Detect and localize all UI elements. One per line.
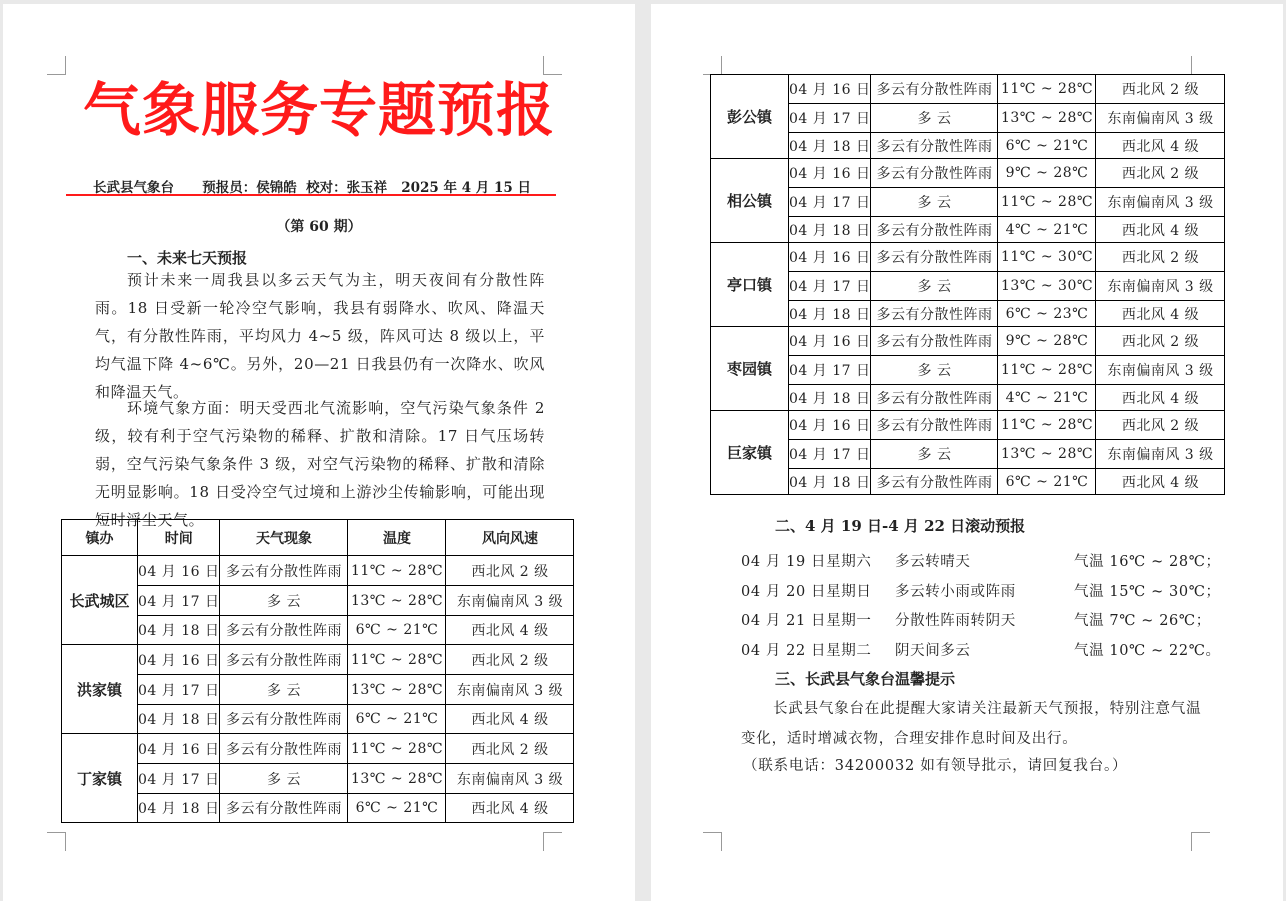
forecast-paragraph: 预计未来一周我县以多云天气为主，明天夜间有分散性阵雨。18 日受新一轮冷空气影响，我县有弱降水、吹风、降温天气，有分散性阵雨，平均风力 4~5 级，阵风可达 8 级以上，平均气温下降 4~6℃。另外，20—21 日我县仍有一次降水、吹风和降温天气。 — [95, 271, 545, 401]
table-row — [62, 794, 574, 823]
weather-cell: 多 云 — [871, 272, 998, 301]
table-row — [62, 556, 574, 586]
temperature-cell: 11℃ ~ 28℃ — [348, 734, 446, 764]
temperature-cell: 11℃ ~ 28℃ — [998, 75, 1096, 104]
weather-cell: 多云有分散性阵雨 — [871, 133, 998, 159]
contact-line: （联系电话：34200032 如有领导批示，请回复我台。） — [743, 758, 1128, 774]
temperature-cell: 9℃ ~ 28℃ — [998, 159, 1096, 188]
wind-cell: 东南偏南风 3 级 — [1096, 188, 1225, 217]
temperature-cell: 4℃ ~ 21℃ — [998, 385, 1096, 411]
station-name: 长武县气象台 — [93, 180, 174, 196]
date-cell: 04 月 17 日 — [138, 586, 220, 616]
checker: 校对：张玉祥 — [306, 180, 388, 196]
table-row — [711, 327, 1225, 356]
date-cell: 04 月 16 日 — [138, 734, 220, 764]
temperature-cell: 6℃ ~ 21℃ — [348, 794, 446, 823]
rolling-weather: 阴天间多云 — [895, 642, 971, 659]
wind-cell: 西北风 4 级 — [446, 705, 574, 734]
weather-cell: 多云有分散性阵雨 — [871, 75, 998, 104]
town-name-cell: 彭公镇 — [711, 75, 789, 159]
table-row — [62, 764, 574, 794]
rolling-temp: 气温 16℃ ~ 28℃； — [1074, 554, 1221, 570]
temperature-cell: 13℃ ~ 28℃ — [998, 104, 1096, 133]
date-cell: 04 月 16 日 — [789, 159, 871, 188]
section-heading-3: 三、长武县气象台温馨提示 — [775, 670, 956, 688]
red-divider — [66, 194, 556, 196]
wind-cell: 东南偏南风 3 级 — [1096, 272, 1225, 301]
column-header: 时间 — [138, 520, 220, 556]
environment-paragraph: 环境气象方面：明天受西北气流影响，空气污染气象条件 2 级，较有利于空气污染物的稀释、扩散和清除。17 日气压场转弱，空气污染气象条件 3 级，对空气污染物的稀释、扩散和清除无明显影响。18 日受冷空气过境和上游沙尘传输影响，可能出现短时浮尘天气。 — [95, 399, 545, 529]
wind-cell: 西北风 2 级 — [446, 556, 574, 586]
crop-mark — [703, 56, 722, 75]
weather-cell: 多云有分散性阵雨 — [220, 705, 348, 734]
temperature-cell: 11℃ ~ 28℃ — [998, 356, 1096, 385]
date-cell: 04 月 18 日 — [138, 794, 220, 823]
wind-cell: 西北风 2 级 — [446, 645, 574, 675]
temperature-cell: 11℃ ~ 30℃ — [998, 243, 1096, 272]
table-row — [62, 616, 574, 645]
rolling-temp: 气温 7℃ ~ 26℃； — [1074, 613, 1211, 629]
date-cell: 04 月 18 日 — [789, 301, 871, 327]
date-cell: 04 月 17 日 — [789, 440, 871, 469]
weather-cell: 多云有分散性阵雨 — [871, 385, 998, 411]
forecast-table-page1 — [61, 519, 574, 823]
crop-mark — [703, 832, 722, 851]
date-cell: 04 月 17 日 — [789, 356, 871, 385]
date-cell: 04 月 18 日 — [789, 385, 871, 411]
weather-cell: 多 云 — [220, 586, 348, 616]
weather-cell: 多云有分散性阵雨 — [871, 411, 998, 440]
table-row — [62, 675, 574, 705]
table-header-row — [62, 520, 574, 556]
table-row — [62, 734, 574, 764]
temperature-cell: 11℃ ~ 28℃ — [998, 188, 1096, 217]
date-cell: 04 月 16 日 — [789, 327, 871, 356]
wind-cell: 东南偏南风 3 级 — [1096, 104, 1225, 133]
table-row — [711, 133, 1225, 159]
table-row — [711, 272, 1225, 301]
weather-cell: 多云有分散性阵雨 — [220, 556, 348, 586]
table-row — [711, 243, 1225, 272]
wind-cell: 西北风 4 级 — [1096, 385, 1225, 411]
temperature-cell: 11℃ ~ 28℃ — [998, 411, 1096, 440]
forecaster: 预报员：侯锦皓 — [202, 180, 297, 196]
date-cell: 04 月 18 日 — [789, 469, 871, 495]
date-cell: 04 月 16 日 — [789, 411, 871, 440]
town-name-cell: 丁家镇 — [62, 734, 138, 823]
wind-cell: 西北风 4 级 — [446, 794, 574, 823]
weather-cell: 多云有分散性阵雨 — [220, 734, 348, 764]
weather-cell: 多 云 — [871, 440, 998, 469]
table-row — [711, 385, 1225, 411]
temperature-cell: 13℃ ~ 30℃ — [998, 272, 1096, 301]
temperature-cell: 4℃ ~ 21℃ — [998, 217, 1096, 243]
wind-cell: 东南偏南风 3 级 — [1096, 356, 1225, 385]
wind-cell: 西北风 4 级 — [1096, 469, 1225, 495]
temperature-cell: 6℃ ~ 21℃ — [348, 705, 446, 734]
table-row — [711, 104, 1225, 133]
temperature-cell: 13℃ ~ 28℃ — [998, 440, 1096, 469]
wind-cell: 东南偏南风 3 级 — [446, 675, 574, 705]
rolling-date: 04 月 20 日星期日 — [741, 583, 872, 600]
reminder-paragraph: 长武县气象台在此提醒大家请关注最新天气预报，特别注意气温变化，适时增减衣物，合理安排作息时间及出行。 — [741, 701, 1202, 747]
wind-cell: 西北风 2 级 — [1096, 75, 1225, 104]
wind-cell: 西北风 2 级 — [446, 734, 574, 764]
rolling-date: 04 月 21 日星期一 — [741, 613, 872, 629]
section-heading-1: 一、未来七天预报 — [127, 249, 248, 267]
forecast-table-page2 — [710, 74, 1225, 495]
date-cell: 04 月 18 日 — [138, 616, 220, 645]
temperature-cell: 11℃ ~ 28℃ — [348, 556, 446, 586]
date-cell: 04 月 16 日 — [138, 645, 220, 675]
rolling-forecast-line — [741, 609, 1221, 629]
rolling-weather: 分散性阵雨转阴天 — [895, 613, 1016, 629]
table-row — [711, 301, 1225, 327]
date-cell: 04 月 17 日 — [789, 188, 871, 217]
column-header: 风向风速 — [446, 520, 574, 556]
town-name-cell: 亭口镇 — [711, 243, 789, 327]
date-cell: 04 月 16 日 — [138, 556, 220, 586]
weather-cell: 多云有分散性阵雨 — [871, 217, 998, 243]
wind-cell: 西北风 2 级 — [1096, 159, 1225, 188]
weather-cell: 多云有分散性阵雨 — [871, 159, 998, 188]
table-row — [62, 705, 574, 734]
section-heading-2: 二、4 月 19 日-4 月 22 日滚动预报 — [775, 517, 1026, 535]
issue-number: （第 60 期） — [276, 219, 362, 235]
town-name-cell: 长武城区 — [62, 556, 138, 645]
date-cell: 04 月 16 日 — [789, 75, 871, 104]
rolling-weather: 多云转晴天 — [895, 554, 971, 570]
crop-mark — [47, 832, 66, 851]
town-name-cell: 巨家镇 — [711, 411, 789, 495]
wind-cell: 西北风 4 级 — [1096, 133, 1225, 159]
town-name-cell: 相公镇 — [711, 159, 789, 243]
wind-cell: 东南偏南风 3 级 — [446, 764, 574, 794]
wind-cell: 西北风 2 级 — [1096, 411, 1225, 440]
issue-date: 2025 年 4 月 15 日 — [401, 180, 531, 196]
weather-cell: 多 云 — [220, 764, 348, 794]
date-cell: 04 月 16 日 — [789, 243, 871, 272]
weather-cell: 多云有分散性阵雨 — [220, 645, 348, 675]
rolling-date: 04 月 22 日星期二 — [741, 642, 872, 659]
table-row — [711, 159, 1225, 188]
rolling-forecast-line — [741, 580, 1221, 600]
temperature-cell: 13℃ ~ 28℃ — [348, 675, 446, 705]
crop-mark — [1191, 832, 1210, 851]
byline — [93, 176, 531, 196]
temperature-cell: 6℃ ~ 23℃ — [998, 301, 1096, 327]
wind-cell: 东南偏南风 3 级 — [446, 586, 574, 616]
temperature-cell: 6℃ ~ 21℃ — [998, 469, 1096, 495]
date-cell: 04 月 17 日 — [789, 104, 871, 133]
weather-cell: 多云有分散性阵雨 — [220, 794, 348, 823]
temperature-cell: 11℃ ~ 28℃ — [348, 645, 446, 675]
weather-cell: 多云有分散性阵雨 — [871, 243, 998, 272]
weather-cell: 多云有分散性阵雨 — [871, 327, 998, 356]
rolling-forecast-line — [741, 550, 1221, 570]
temperature-cell: 6℃ ~ 21℃ — [348, 616, 446, 645]
table-row — [62, 586, 574, 616]
rolling-temp: 气温 10℃ ~ 22℃。 — [1074, 642, 1221, 659]
rolling-weather: 多云转小雨或阵雨 — [895, 583, 1016, 600]
weather-cell: 多云有分散性阵雨 — [871, 469, 998, 495]
document-title: 气象服务专题预报 — [82, 76, 555, 144]
table-row — [711, 75, 1225, 104]
wind-cell: 西北风 2 级 — [1096, 327, 1225, 356]
column-header: 镇办 — [62, 520, 138, 556]
crop-mark — [1191, 56, 1210, 75]
weather-cell: 多 云 — [871, 188, 998, 217]
weather-cell: 多云有分散性阵雨 — [220, 616, 348, 645]
rolling-temp: 气温 15℃ ~ 30℃； — [1074, 583, 1221, 600]
table-row — [711, 469, 1225, 495]
table-row — [711, 440, 1225, 469]
table-row — [711, 411, 1225, 440]
temperature-cell: 13℃ ~ 28℃ — [348, 586, 446, 616]
table-row — [711, 356, 1225, 385]
document-page-2 — [651, 4, 1283, 901]
document-page-1 — [3, 4, 635, 901]
weather-cell: 多 云 — [871, 104, 998, 133]
wind-cell: 西北风 2 级 — [1096, 243, 1225, 272]
date-cell: 04 月 17 日 — [138, 675, 220, 705]
rolling-date: 04 月 19 日星期六 — [741, 554, 872, 570]
temperature-cell: 13℃ ~ 28℃ — [348, 764, 446, 794]
table-row — [711, 217, 1225, 243]
column-header: 温度 — [348, 520, 446, 556]
rolling-forecast-line — [741, 639, 1221, 659]
date-cell: 04 月 18 日 — [789, 217, 871, 243]
date-cell: 04 月 17 日 — [138, 764, 220, 794]
temperature-cell: 9℃ ~ 28℃ — [998, 327, 1096, 356]
date-cell: 04 月 18 日 — [138, 705, 220, 734]
date-cell: 04 月 18 日 — [789, 133, 871, 159]
wind-cell: 东南偏南风 3 级 — [1096, 440, 1225, 469]
weather-cell: 多 云 — [220, 675, 348, 705]
crop-mark — [543, 832, 562, 851]
table-row — [711, 188, 1225, 217]
table-row — [62, 645, 574, 675]
date-cell: 04 月 17 日 — [789, 272, 871, 301]
town-name-cell: 枣园镇 — [711, 327, 789, 411]
weather-cell: 多 云 — [871, 356, 998, 385]
wind-cell: 西北风 4 级 — [1096, 217, 1225, 243]
wind-cell: 西北风 4 级 — [446, 616, 574, 645]
weather-cell: 多云有分散性阵雨 — [871, 301, 998, 327]
column-header: 天气现象 — [220, 520, 348, 556]
temperature-cell: 6℃ ~ 21℃ — [998, 133, 1096, 159]
wind-cell: 西北风 4 级 — [1096, 301, 1225, 327]
town-name-cell: 洪家镇 — [62, 645, 138, 734]
